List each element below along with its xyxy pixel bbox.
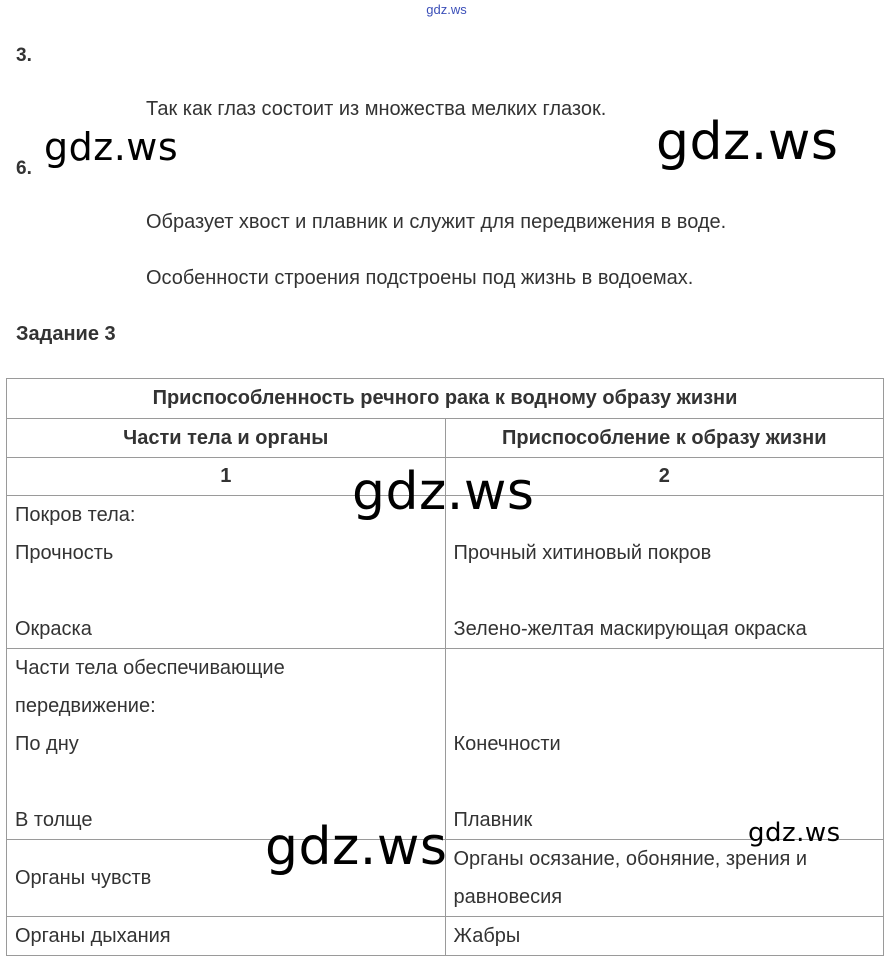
cell-line: Покров тела: bbox=[15, 504, 136, 526]
cell-line: В толще bbox=[15, 809, 93, 831]
table-cell-right bbox=[445, 840, 884, 917]
cell-line bbox=[454, 572, 876, 610]
question-number-6: 6. bbox=[16, 158, 32, 179]
cell-line bbox=[454, 649, 876, 687]
cell-line: Части тела обеспечивающие bbox=[15, 657, 285, 679]
cell-line: Органы дыхания bbox=[15, 925, 171, 947]
cell-line: Прочный хитиновый покров bbox=[453, 542, 712, 564]
table-column-number: 2 bbox=[445, 458, 884, 496]
watermark-logo: gdz.ws bbox=[656, 112, 839, 172]
watermark-logo: gdz.ws bbox=[352, 462, 535, 522]
cell-line: Окраска bbox=[15, 618, 92, 640]
cell-line bbox=[15, 763, 437, 801]
watermark-logo: gdz.ws bbox=[44, 125, 179, 169]
answer-3: Так как глаз состоит из множества мелких глазок. bbox=[146, 98, 607, 120]
table-cell-left bbox=[7, 649, 446, 840]
table-column-number: 1 bbox=[7, 458, 446, 496]
table-cell-right bbox=[445, 917, 884, 956]
question-number-3: 3. bbox=[16, 45, 32, 66]
cell-line: Конечности bbox=[453, 733, 561, 755]
table-row bbox=[7, 917, 884, 956]
watermark-logo: gdz.ws bbox=[748, 818, 841, 848]
task-title: Задание 3 bbox=[16, 323, 116, 345]
table-cell-right bbox=[445, 649, 884, 840]
table-row bbox=[7, 649, 884, 840]
answer-6-line-2: Особенности строения подстроены под жизнь в водоемах. bbox=[146, 267, 694, 289]
table-header-parts: Части тела и органы bbox=[7, 419, 446, 458]
cell-line: равновесия bbox=[453, 886, 563, 908]
cell-line: Органы осязание, обоняние, зрения и bbox=[453, 848, 808, 870]
cell-line: Органы чувств bbox=[15, 867, 152, 889]
table-header-adaptation: Приспособление к образу жизни bbox=[445, 419, 884, 458]
table-caption: Приспособленность речного рака к водному образу жизни bbox=[7, 379, 884, 419]
cell-line: передвижение: bbox=[15, 695, 156, 717]
answer-6-line-1: Образует хвост и плавник и служит для передвижения в воде. bbox=[146, 211, 727, 233]
cell-line: Жабры bbox=[453, 925, 521, 947]
cell-line: Плавник bbox=[453, 809, 533, 831]
cell-line bbox=[15, 572, 437, 610]
table-caption-row bbox=[7, 379, 884, 419]
table-header-row bbox=[7, 419, 884, 458]
watermark-logo: gdz.ws bbox=[265, 817, 448, 877]
table-cell-left bbox=[7, 917, 446, 956]
cell-line: Прочность bbox=[15, 542, 114, 564]
cell-line: Зелено-желтая маскирующая окраска bbox=[453, 618, 807, 640]
site-header-link[interactable]: gdz.ws bbox=[426, 2, 467, 17]
cell-line bbox=[454, 687, 876, 725]
cell-line bbox=[454, 763, 876, 801]
cell-line: По дну bbox=[15, 733, 79, 755]
